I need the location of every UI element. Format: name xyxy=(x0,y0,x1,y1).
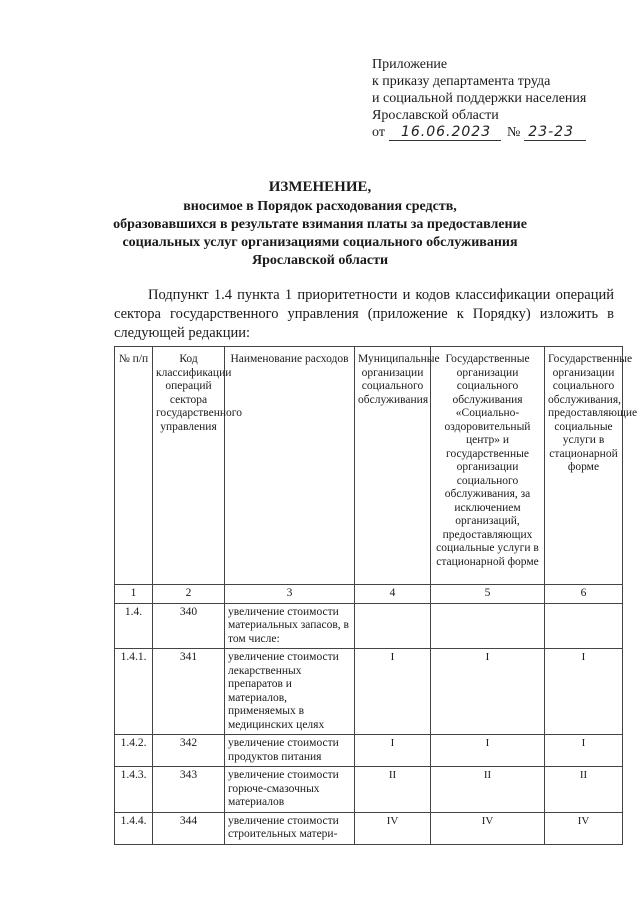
column-number: 4 xyxy=(355,585,431,604)
header-cell: Код классификации операций сектора государственного управления xyxy=(153,347,225,585)
number-sign: № xyxy=(506,125,521,140)
row-code: 341 xyxy=(153,649,225,735)
row-priority-state xyxy=(431,603,545,649)
row-number: 1.4.3. xyxy=(115,767,153,813)
row-name: увеличение стоимости материальных запасов, в том числе: xyxy=(225,603,355,649)
row-name: увеличение стоимости горюче-смазочных материалов xyxy=(225,767,355,813)
row-priority-municipal: IV xyxy=(355,812,431,844)
title-line: Ярославской области xyxy=(251,253,389,268)
column-number: 5 xyxy=(431,585,545,604)
table-row xyxy=(115,649,623,735)
header-cell: Государственные организации социального обслуживания «Социально-оздоровительный центр» и государственные организации социального обслуживания, за исключением организаций, предоставляющих социальные услуги в стационарной форме xyxy=(431,347,545,585)
table-header-row xyxy=(115,347,623,585)
table-row xyxy=(115,735,623,767)
row-priority-state: IV xyxy=(431,812,545,844)
row-priority-municipal xyxy=(355,603,431,649)
appendix-line: и социальной поддержки населения xyxy=(372,91,587,106)
row-priority-stationary xyxy=(545,603,623,649)
row-priority-stationary: IV xyxy=(545,812,623,844)
row-priority-municipal: II xyxy=(355,767,431,813)
from-label: от xyxy=(372,125,385,140)
title-line: социальных услуг организациями социального обслуживания xyxy=(122,235,518,250)
row-priority-state: I xyxy=(431,649,545,735)
order-date: 16.06.2023 xyxy=(389,125,501,141)
classification-table xyxy=(114,346,638,845)
row-priority-stationary: I xyxy=(545,735,623,767)
appendix-line: Ярославской области xyxy=(372,108,499,123)
row-name: увеличение стоимости продуктов питания xyxy=(225,735,355,767)
row-priority-stationary: I xyxy=(545,649,623,735)
row-code: 340 xyxy=(153,603,225,649)
row-priority-municipal: I xyxy=(355,649,431,735)
column-number: 2 xyxy=(153,585,225,604)
row-name: увеличение стоимости лекарственных препаратов и материалов, применяемых в медицинских целях xyxy=(225,649,355,735)
table-row xyxy=(115,603,623,649)
column-number: 3 xyxy=(225,585,355,604)
appendix-block xyxy=(372,56,634,141)
row-priority-stationary: II xyxy=(545,767,623,813)
row-number: 1.4. xyxy=(115,603,153,649)
appendix-line: к приказу департамента труда xyxy=(372,74,551,89)
column-number-row xyxy=(115,585,623,604)
order-date-number-line xyxy=(372,124,634,141)
row-code: 342 xyxy=(153,735,225,767)
appendix-line: Приложение xyxy=(372,57,448,72)
intro-paragraph: Подпункт 1.4 пункта 1 приоритетности и кодов классификации операций сектора государственного управления (приложение к Порядку) изложить в следующей редакции: xyxy=(114,287,614,341)
document-title xyxy=(110,178,530,270)
row-name: увеличение стоимости строительных матери- xyxy=(225,812,355,844)
row-number: 1.4.4. xyxy=(115,812,153,844)
column-number: 6 xyxy=(545,585,623,604)
header-cell: Государственные организации социального обслуживания, предоставляющие социальные услуги в стационарной форме xyxy=(545,347,623,585)
row-code: 343 xyxy=(153,767,225,813)
row-priority-state: I xyxy=(431,735,545,767)
title-line: ИЗМЕНЕНИЕ, xyxy=(268,179,372,195)
row-priority-municipal: I xyxy=(355,735,431,767)
row-number: 1.4.2. xyxy=(115,735,153,767)
row-priority-state: II xyxy=(431,767,545,813)
title-line: вносимое в Порядок расходования средств, xyxy=(183,199,457,214)
order-number: 23-23 xyxy=(524,125,586,141)
row-code: 344 xyxy=(153,812,225,844)
header-cell: № п/п xyxy=(115,347,153,585)
table-row xyxy=(115,767,623,813)
table-row xyxy=(115,812,623,844)
header-cell: Наименование расходов xyxy=(225,347,355,585)
row-number: 1.4.1. xyxy=(115,649,153,735)
title-line: образовавшихся в результате взимания платы за предоставление xyxy=(113,217,527,232)
header-cell: Муниципальные организации социального обслуживания xyxy=(355,347,431,585)
column-number: 1 xyxy=(115,585,153,604)
